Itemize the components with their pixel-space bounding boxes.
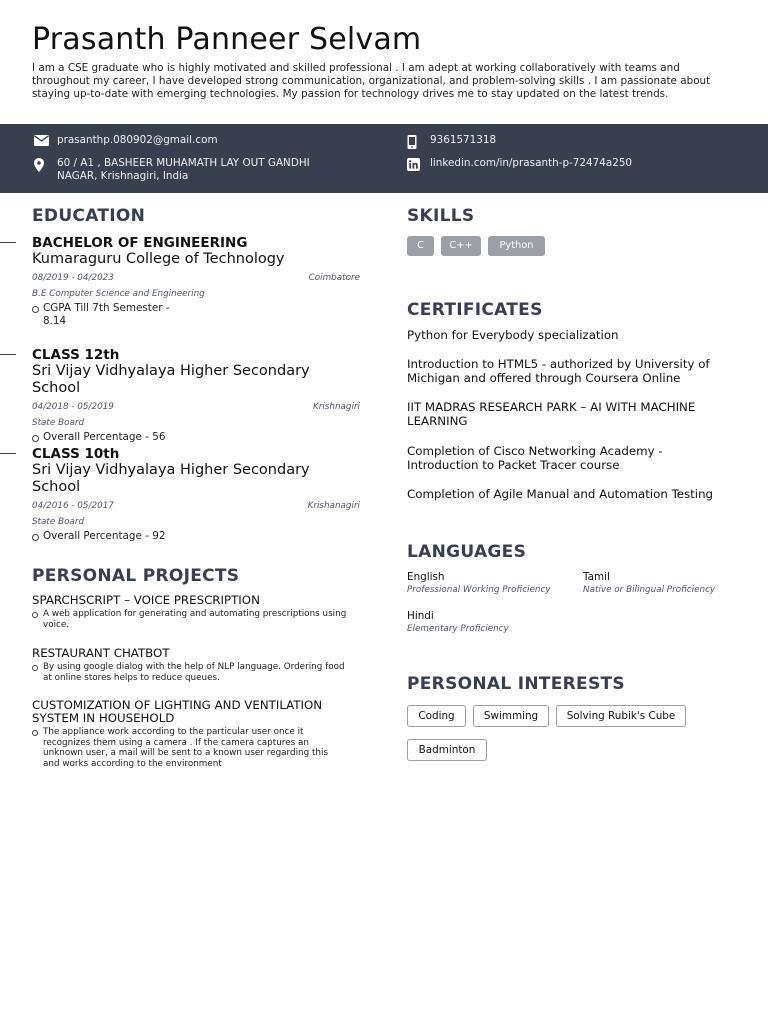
education-school: Sri Vijay Vidhyalaya Higher Secondary School	[32, 462, 310, 495]
language-name: Tamil	[583, 571, 610, 583]
certificate-item: Completion of Agile Manual and Automation Testing	[407, 487, 714, 501]
candidate-name: Prasanth Panneer Selvam	[32, 22, 422, 57]
project-title: SPARCHSCRIPT – VOICE PRESCRIPTION	[32, 593, 260, 607]
section-marker	[0, 354, 16, 355]
education-item	[32, 347, 360, 444]
summary-text: I am a CSE graduate who is highly motivated and skilled professional . I am adept at working collaboratively with teams and throughout my career, I have developed strong communication, organizational, and problem-solving skills . I am passionate about staying up-to-date with emerging technologies. My passion for technology drives me to stay updated on the latest trends.	[32, 62, 711, 100]
education-degree: BACHELOR OF ENGINEERING	[32, 235, 248, 251]
language-level: Professional Working Proficiency	[407, 585, 551, 595]
education-location: Coimbatore	[308, 273, 360, 283]
education-dates: 04/2016 - 05/2017	[32, 501, 114, 511]
education-degree: CLASS 12th	[32, 347, 120, 363]
education-meta	[32, 271, 360, 285]
interest-tag: Coding	[407, 705, 466, 727]
education-heading: EDUCATION	[32, 206, 146, 226]
project-title: RESTAURANT CHATBOT	[32, 646, 170, 660]
section-marker	[0, 242, 16, 243]
linkedin-text: linkedin.com/in/prasanth-p-72474a250	[430, 157, 633, 169]
phone-icon	[407, 135, 421, 147]
location-pin-icon	[34, 158, 48, 170]
section-marker	[0, 453, 16, 454]
language-name: Hindi	[407, 610, 434, 622]
education-dates: 08/2019 - 04/2023	[32, 273, 114, 283]
interest-tag: Swimming	[473, 705, 549, 727]
education-meta	[32, 400, 360, 414]
education-field: B.E Computer Science and Engineering	[32, 289, 205, 299]
languages-heading: LANGUAGES	[407, 542, 527, 562]
interests-heading: PERSONAL INTERESTS	[407, 674, 625, 694]
project-item	[32, 699, 342, 769]
certificate-item: Introduction to HTML5 - authorized by University of Michigan and offered through Coursera Online	[407, 357, 710, 385]
skill-tag: Python	[488, 236, 545, 256]
education-field: State Board	[32, 418, 85, 428]
project-description: A web application for generating and automating prescriptions using voice.	[32, 609, 352, 630]
skills-heading: SKILLS	[407, 206, 475, 226]
education-detail: CGPA Till 7th Semester - 8.14	[32, 302, 182, 328]
interest-tag: Solving Rubik's Cube	[556, 705, 686, 727]
education-dates: 04/2018 - 05/2019	[32, 402, 114, 412]
education-detail: Overall Percentage - 92	[32, 530, 360, 543]
education-school: Sri Vijay Vidhyalaya Higher Secondary School	[32, 363, 310, 396]
linkedin-icon	[407, 158, 421, 170]
phone-text: 9361571318	[430, 134, 497, 146]
project-item	[32, 647, 352, 683]
address-text: 60 / A1 , BASHEER MUHAMATH LAY OUT GANDHI NAGAR, Krishnagiri, India	[57, 157, 310, 182]
education-meta	[32, 499, 360, 513]
project-title: CUSTOMIZATION OF LIGHTING AND VENTILATION SYSTEM IN HOUSEHOLD	[32, 698, 323, 725]
language-name: English	[407, 571, 445, 583]
interest-tag: Badminton	[407, 739, 487, 761]
email-text: prasanthp.080902@gmail.com	[57, 134, 218, 146]
project-description: By using google dialog with the help of NLP language. Ordering food at online stores helps to reduce queues.	[32, 662, 352, 683]
education-field: State Board	[32, 517, 85, 527]
education-item	[32, 235, 360, 328]
projects-heading: PERSONAL PROJECTS	[32, 566, 240, 586]
skill-tag: C++	[441, 236, 481, 256]
certificates-heading: CERTIFICATES	[407, 300, 543, 320]
education-location: Krishnagiri	[312, 402, 360, 412]
education-item	[32, 446, 360, 543]
education-degree: CLASS 10th	[32, 446, 120, 462]
education-detail: Overall Percentage - 56	[32, 431, 360, 444]
education-school: Kumaraguru College of Technology	[32, 251, 285, 267]
language-level: Native or Bilingual Proficiency	[583, 585, 716, 595]
certificate-item: Python for Everybody specialization	[407, 328, 619, 342]
language-level: Elementary Proficiency	[407, 624, 509, 634]
certificate-item: IIT MADRAS RESEARCH PARK – AI WITH MACHINE LEARNING	[407, 400, 696, 428]
certificate-item: Completion of Cisco Networking Academy - Introduction to Packet Tracer course	[407, 444, 663, 472]
skill-tag: C	[407, 236, 434, 256]
envelope-icon	[34, 135, 48, 147]
education-location: Krishanagiri	[307, 501, 360, 511]
project-description: The appliance work according to the particular user once it recognizes them using a camera . If the camera captures an unknown user, a mail will be sent to a known user regarding this and works according to the environment	[32, 727, 342, 769]
project-item	[32, 594, 352, 630]
